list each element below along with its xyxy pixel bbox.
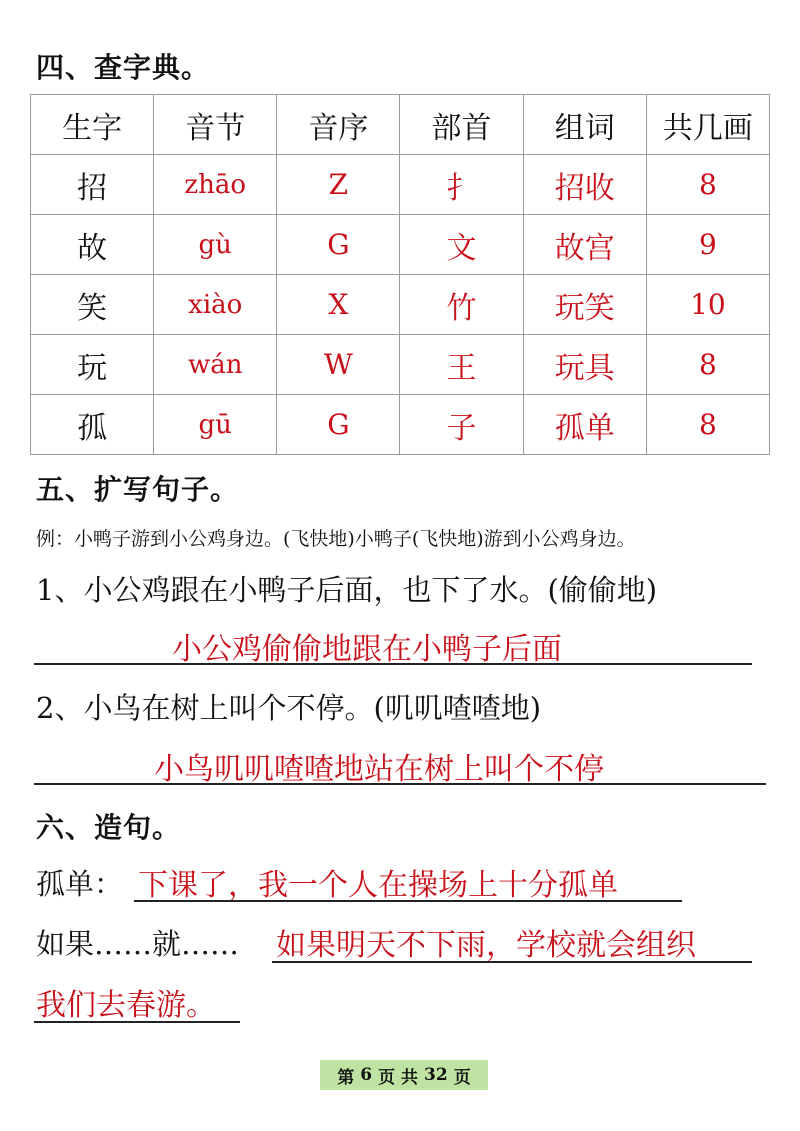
cell-radical: 竹 [400, 275, 523, 335]
page-suffix: 页 [453, 1067, 471, 1088]
cell-syllable: xiào [154, 275, 277, 335]
cell-character: 笑 [31, 275, 154, 335]
table-row [31, 335, 770, 395]
header-radical: 部首 [400, 95, 523, 155]
cell-initial: X [277, 275, 400, 335]
cell-character: 故 [31, 215, 154, 275]
cell-initial: W [277, 335, 400, 395]
cell-word: 故宫 [523, 215, 646, 275]
cell-character: 玩 [31, 335, 154, 395]
table-row [31, 395, 770, 455]
cell-syllable: wán [154, 335, 277, 395]
cell-strokes: 8 [646, 395, 769, 455]
header-syllable: 音节 [154, 95, 277, 155]
sentence-2-label: 如果……就…… [36, 927, 240, 961]
cell-strokes: 10 [646, 275, 769, 335]
sentence-1-answer: 下课了，我一个人在操场上十分孤单 [138, 868, 618, 903]
page-prefix: 第 [337, 1067, 355, 1088]
cell-strokes: 8 [646, 335, 769, 395]
page-current: 6 [360, 1065, 373, 1085]
sentence-1-label: 孤单： [36, 867, 124, 901]
answer-2-line [34, 783, 766, 785]
page-middle: 页 共 [378, 1067, 419, 1088]
page-total: 32 [424, 1065, 448, 1085]
cell-radical: 子 [400, 395, 523, 455]
section-4-title: 四、查字典。 [36, 51, 211, 84]
sentence-2-answer-line-2: 我们去春游。 [36, 988, 216, 1023]
question-2: 2、小鸟在树上叫个不停。(叽叽喳喳地) [36, 691, 542, 725]
sentence-1-line [134, 900, 682, 902]
cell-word: 招收 [523, 155, 646, 215]
cell-word: 孤单 [523, 395, 646, 455]
sentence-2-line-1 [272, 961, 752, 963]
cell-strokes: 8 [646, 155, 769, 215]
cell-radical: 文 [400, 215, 523, 275]
cell-syllable: zhāo [154, 155, 277, 215]
example-sentence: 例：小鸭子游到小公鸡身边。(飞快地)小鸭子(飞快地)游到小公鸡身边。 [36, 528, 636, 550]
page-number-footer [320, 1060, 488, 1090]
sentence-2-line-2 [34, 1021, 240, 1023]
cell-character: 招 [31, 155, 154, 215]
question-1: 1、小公鸡跟在小鸭子后面，也下了水。(偷偷地) [36, 573, 658, 607]
cell-radical: 扌 [400, 155, 523, 215]
table-row [31, 215, 770, 275]
cell-radical: 王 [400, 335, 523, 395]
cell-initial: Z [277, 155, 400, 215]
answer-1: 小公鸡偷偷地跟在小鸭子后面 [172, 632, 562, 667]
cell-syllable: gū [154, 395, 277, 455]
cell-word: 玩具 [523, 335, 646, 395]
cell-syllable: gù [154, 215, 277, 275]
answer-1-line [34, 663, 752, 665]
cell-initial: G [277, 215, 400, 275]
sentence-2-answer-line-1: 如果明天不下雨，学校就会组织 [276, 928, 696, 963]
header-character: 生字 [31, 95, 154, 155]
cell-strokes: 9 [646, 215, 769, 275]
header-initial: 音序 [277, 95, 400, 155]
dictionary-table [30, 94, 770, 455]
answer-2: 小鸟叽叽喳喳地站在树上叫个不停 [154, 752, 604, 787]
table-row [31, 155, 770, 215]
section-6-title: 六、造句。 [36, 811, 182, 844]
table-header-row [31, 95, 770, 155]
cell-initial: G [277, 395, 400, 455]
header-word: 组词 [523, 95, 646, 155]
header-strokes: 共几画 [646, 95, 769, 155]
section-5-title: 五、扩写句子。 [36, 473, 240, 506]
table-row [31, 275, 770, 335]
cell-word: 玩笑 [523, 275, 646, 335]
cell-character: 孤 [31, 395, 154, 455]
